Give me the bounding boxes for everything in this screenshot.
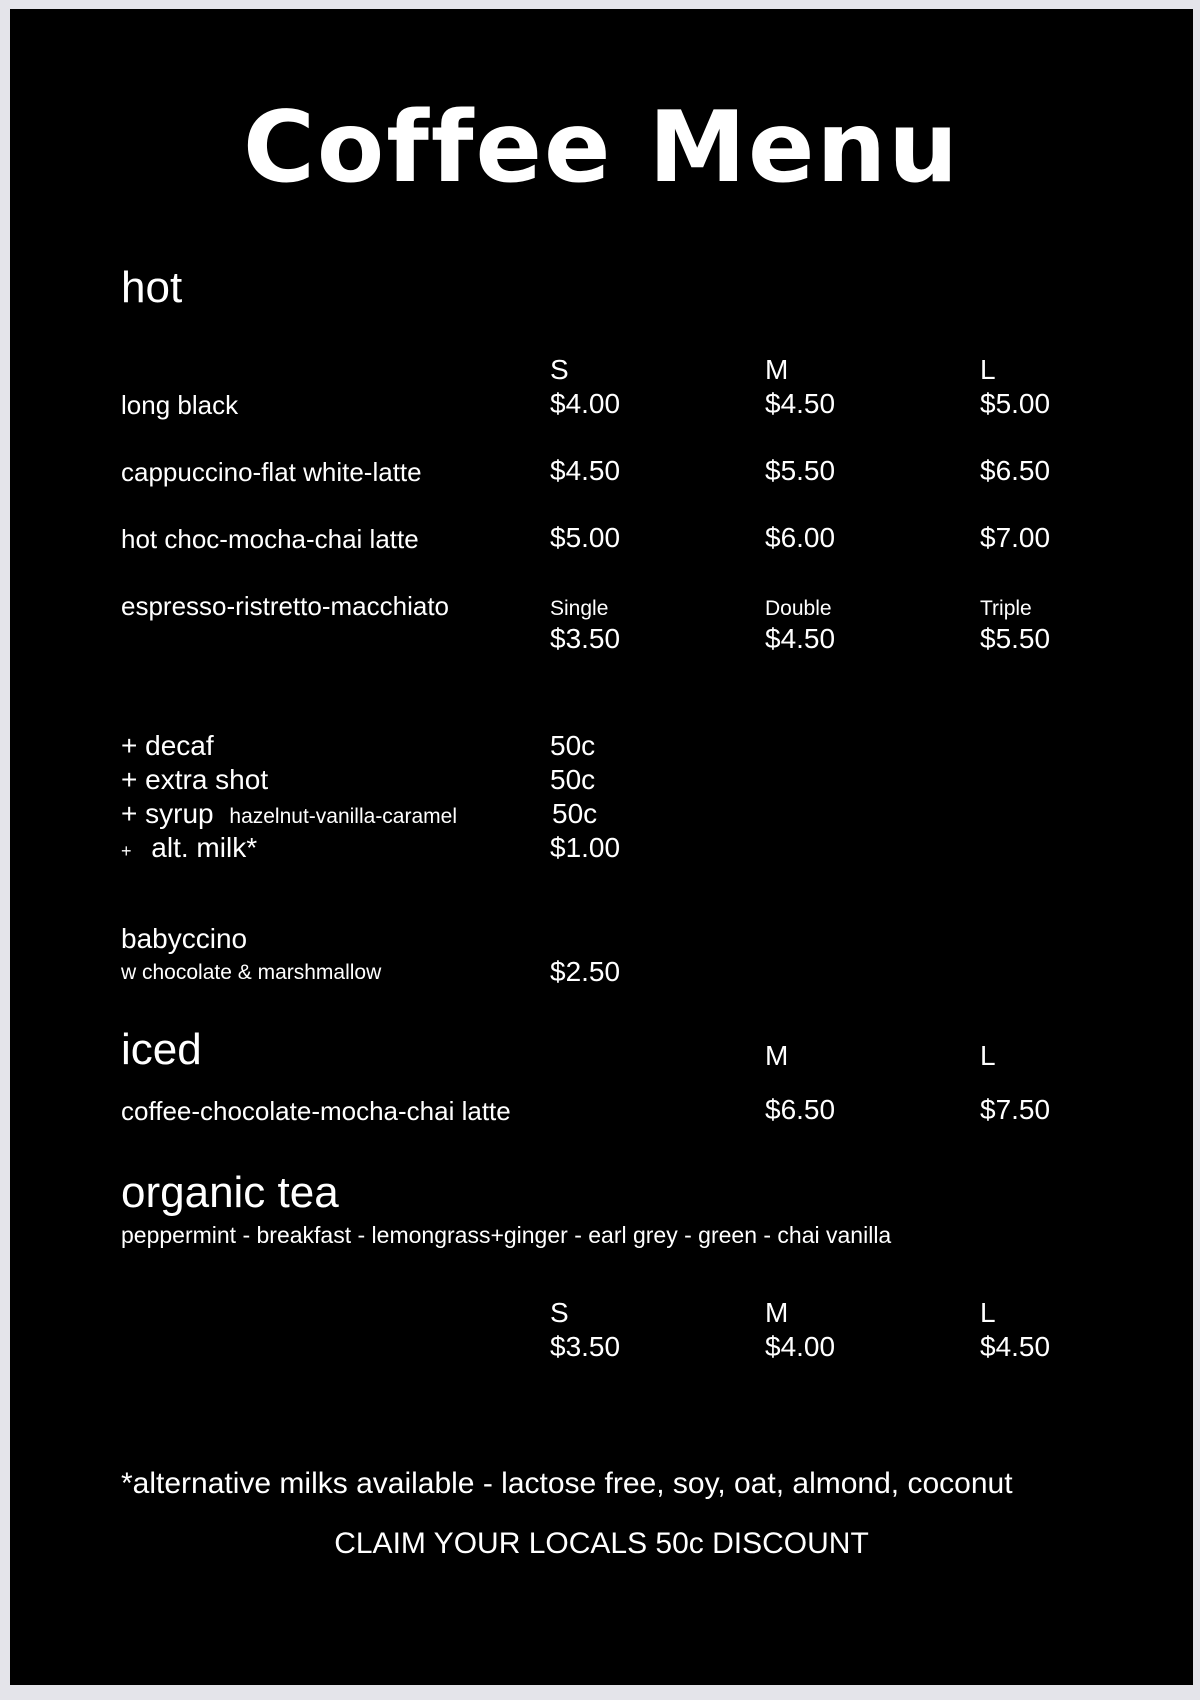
size-label-s: S [550,354,569,385]
price-cappuccino-s: $4.50 [550,455,621,486]
price-espresso-triple: $5.50 [980,623,1051,654]
extra-syrup [121,800,457,828]
plus-sign: + [121,730,138,761]
price-hot-choc-l: $7.00 [980,522,1051,553]
size-label-m: M [765,354,789,385]
section-heading-hot: hot [121,263,183,312]
extra-alt-milk-label: alt. milk* [151,832,258,863]
extra-decaf [121,732,214,760]
size-label-l: L [980,354,996,385]
plus-sign: + [121,798,138,829]
tea-size-label-m: M [765,1297,789,1328]
iced-size-label-m: M [765,1040,789,1071]
price-tea-s: $3.50 [550,1331,621,1362]
menu-board [10,9,1193,1685]
extra-syrup-label: syrup [145,798,214,829]
babyccino-detail: w chocolate & marshmallow [121,961,382,984]
price-tea-l: $4.50 [980,1331,1051,1362]
price-extra-shot: 50c [550,764,596,795]
price-cappuccino-l: $6.50 [980,455,1051,486]
item-long-black: long black [121,390,239,420]
iced-size-label-l: L [980,1040,996,1071]
price-espresso-double: $4.50 [765,623,836,654]
price-long-black-l: $5.00 [980,388,1051,419]
item-espresso: espresso-ristretto-macchiato [121,591,449,621]
section-heading-tea: organic tea [121,1168,339,1217]
extra-decaf-label: decaf [145,730,214,761]
alt-milks-note: *alternative milks available - lactose free, soy, oat, almond, coconut [121,1467,1013,1500]
section-heading-iced: iced [121,1025,202,1074]
item-babyccino: babyccino [121,923,248,954]
price-babyccino: $2.50 [550,956,621,987]
syrup-flavours: hazelnut-vanilla-caramel [229,805,457,828]
menu-title: Coffee Menu [242,91,961,205]
price-iced-l: $7.50 [980,1094,1051,1125]
price-syrup: 50c [552,798,598,829]
item-iced-drinks: coffee-chocolate-mocha-chai latte [121,1096,511,1126]
tea-varieties: peppermint - breakfast - lemongrass+ginger - earl grey - green - chai vanilla [121,1222,892,1248]
price-alt-milk: $1.00 [550,832,621,863]
locals-discount-banner: CLAIM YOUR LOCALS 50c DISCOUNT [334,1527,869,1560]
item-cappuccino: cappuccino-flat white-latte [121,457,422,487]
extra-shot [121,766,268,794]
plus-sign: + [121,764,138,795]
tea-size-label-l: L [980,1297,996,1328]
price-long-black-m: $4.50 [765,388,836,419]
item-hot-choc: hot choc-mocha-chai latte [121,524,419,554]
price-decaf: 50c [550,730,596,761]
price-iced-m: $6.50 [765,1094,836,1125]
extra-shot-label: extra shot [145,764,269,795]
plus-sign: + [121,841,132,861]
price-cappuccino-m: $5.50 [765,455,836,486]
price-long-black-s: $4.00 [550,388,621,419]
tea-size-label-s: S [550,1297,569,1328]
price-hot-choc-m: $6.00 [765,522,836,553]
price-tea-m: $4.00 [765,1331,836,1362]
price-hot-choc-s: $5.00 [550,522,621,553]
shot-label-single: Single [550,597,609,620]
shot-label-triple: Triple [980,597,1032,620]
price-espresso-single: $3.50 [550,623,621,654]
shot-label-double: Double [765,597,832,620]
extra-alt-milk [121,834,257,862]
